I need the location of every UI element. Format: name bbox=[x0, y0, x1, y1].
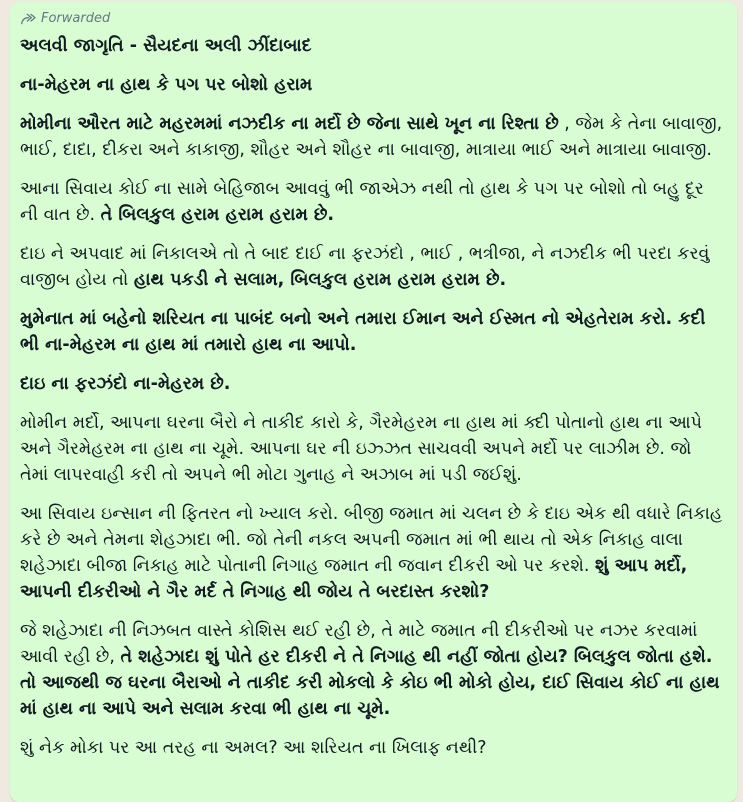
message-paragraph bbox=[20, 241, 724, 293]
message-text-bold: શું આપ મર્દો, આપની દીકરીઓ ને ગૈર મર્દ તે નિગાહ થી જોય તે બરદાસ્ત કરશો? bbox=[20, 556, 688, 602]
message-paragraph bbox=[20, 72, 724, 98]
message-paragraph bbox=[20, 501, 724, 605]
forwarded-row bbox=[20, 9, 724, 27]
message-paragraph bbox=[20, 176, 724, 228]
message-paragraph bbox=[20, 618, 724, 722]
message-text-bold: દાઇ ના ફરઝંદો ના-મેહરમ છે. bbox=[20, 374, 231, 394]
message-paragraph bbox=[20, 306, 724, 358]
message-text: જે શહેઝાદા ની નિઝબત વાસ્તે કોશિસ થઈ રહી છે, તે માટે જમાત ની દીકરીઓ પર નઝર કરવામાં આવી રહી છે, bbox=[20, 621, 698, 667]
message-paragraph bbox=[20, 111, 724, 163]
message-paragraphs bbox=[20, 72, 724, 761]
message-text: શું નેક મોકા પર આ તરહ ના અમલ? આ શરિયત ના ખિલાફ નથી? bbox=[20, 738, 487, 758]
message-text: , જેમ કે તેના બાવાજી, ભાઈ, દાદા, દીકરા અને કાકાજી, શૌહર અને શૌહર ના બાવાજી, માત્રાયા ભાઈ અને માત્રાયા બાવાજી. bbox=[20, 114, 723, 160]
message-title: અલવી જાગૃતિ - સૈયદના અલી ઝીંદાબાદ bbox=[20, 36, 312, 56]
message-text-bold: મોમીના ઔરત માટે મહરમમાં નઝદીક ના મર્દો છે જેના સાથે ખૂન ના રિશ્તા છે bbox=[20, 114, 559, 134]
message-text: દાઇ ને અપવાદ માં નિકાલએ તો તે બાદ દાઈ ના ફરઝંદો , ભાઈ , ભત્રીજા, ને નઝદીક ભી પરદા કરવું વાજીબ હોય તો bbox=[20, 244, 710, 290]
message-paragraph bbox=[20, 410, 724, 488]
forwarded-label: Forwarded bbox=[41, 10, 111, 26]
message-text-bold: તે બિલકુલ હરામ હરામ હરામ છે. bbox=[100, 205, 335, 225]
message-text-bold: તે શહેઝાદા શું પોતે હર દીકરી ને તે નિગાહ થી નહીં જોતા હોય? બિલકુલ જોતા હશે. તો આજથી જ ઘરના બૈરાઓ ને તાકીદ કરી મોકલો કે કોઇ ભી મોકો હોય, દાઈ સિવાય કોઈ ના હાથ માં હાથ ના આપે અને સલામ કરવા ભી હાથ ના ચૂમે. bbox=[20, 647, 720, 719]
message-text-bold: હાથ પકડી ને સલામ, બિલકુલ હરામ હરામ હરામ છે. bbox=[133, 270, 507, 290]
message-text: આ સિવાય ઇન્સાન ની ફિતરત નો ખ્યાલ કરો. બીજી જમાત માં ચલન છે કે દાઇ એક થી વધારે નિકાહ કરે છે અને તેમના શેહઝાદા ભી. જો તેની નકલ અપની જમાત માં ભી થાય તો એક નિકાહ વાલા શહેઝાદા બીજા નિકાહ માટે પોતાની નિગાહ જમાત ની જવાન દીકરી ઓ પર કરશે. bbox=[20, 504, 723, 576]
message-text-bold: ના-મેહરમ ના હાથ કે પગ પર બોશો હરામ bbox=[20, 75, 313, 95]
forward-double-arrow-icon bbox=[20, 11, 36, 25]
message-text: મોમીન મર્દો, આપના ઘરના બૈરો ને તાકીદ કારો કે, ગૈરમેહરમ ના હાથ માં ક્દી પોતાનો હાથ ના આપે અને ગૈરમેહરમ ના હાથ ના ચૂમે. આપના ઘર ની ઇઝ્ઝત સાચવવી અપને મર્દો પર લાઝીમ છે. જો તેમાં લાપરવાહી કરી તો અપને ભી મોટા ગુનાહ ને અઝાબ માં પડી જઈશું. bbox=[20, 413, 702, 485]
message-bubble bbox=[10, 2, 737, 802]
message-paragraph bbox=[20, 735, 724, 761]
message-text: આના સિવાય કોઈ ના સામે બેહિજાબ આવવું ભી જાએઝ નથી તો હાથ કે પગ પર બોશો તો બહુ દૂર ની વાત છે. bbox=[20, 179, 704, 225]
message-paragraph bbox=[20, 371, 724, 397]
message-text-bold: મુમેનાત માં બહેનો શરિયત ના પાબંદ બનો અને તમારા ઈમાન અને ઈસ્મત નો એહતેરામ કરો. કદી ભી ના-મેહરમ ના હાથ માં તમારો હાથ ના આપો. bbox=[20, 309, 706, 355]
